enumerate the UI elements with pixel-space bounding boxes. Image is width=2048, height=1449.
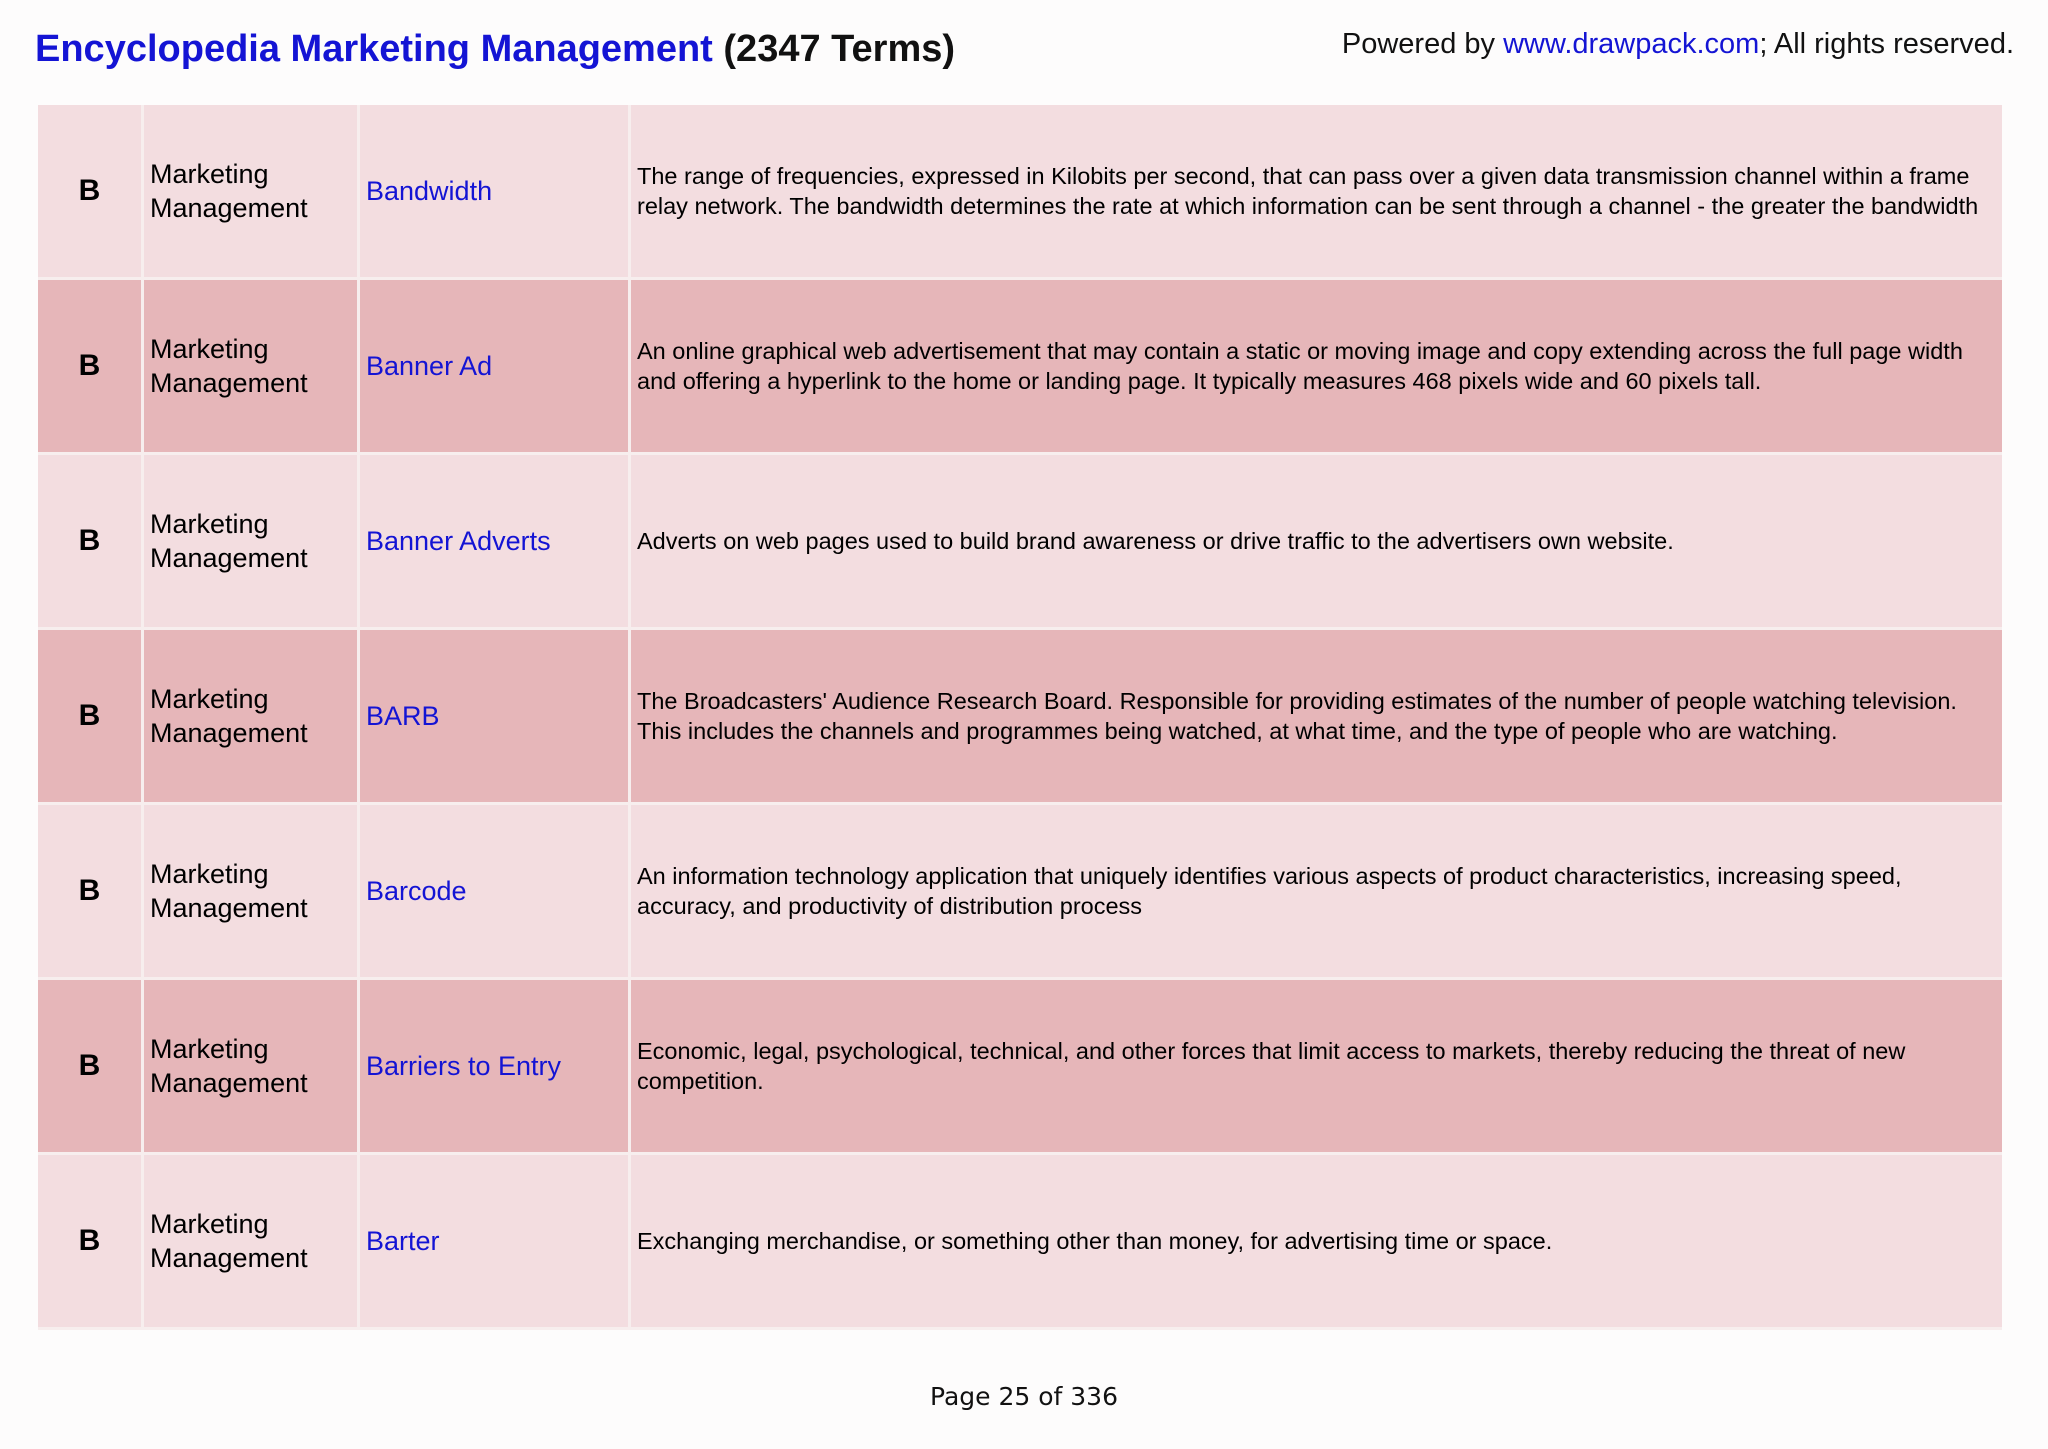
powered-by [1342,28,2014,61]
table-row [38,805,2002,980]
page-title [35,28,955,71]
letter-cell: B [38,1155,144,1327]
term-cell [360,455,631,627]
terms-table [38,105,2002,1330]
category-cell [144,280,360,452]
table-row [38,105,2002,280]
category-label: Marketing Management [150,1209,308,1273]
page-header [0,0,2048,105]
table-row [38,1155,2002,1330]
definition-text: Exchanging merchandise, or something other than money, for advertising time or space. [637,1228,1553,1254]
category-label: Marketing Management [150,859,308,923]
letter-cell: B [38,805,144,977]
term-count: (2347 Terms) [723,28,956,70]
letter-cell: B [38,105,144,277]
term-link[interactable]: Bandwidth [366,176,493,206]
term-cell [360,805,631,977]
term-link[interactable]: BARB [366,701,440,731]
category-cell [144,805,360,977]
term-link[interactable]: Barter [366,1226,440,1256]
table-row [38,980,2002,1155]
category-cell [144,1155,360,1327]
category-label: Marketing Management [150,509,308,573]
category-label: Marketing Management [150,684,308,748]
term-link[interactable]: Banner Adverts [366,526,551,556]
definition-text: Economic, legal, psychological, technical, and other forces that limit access to markets, thereby reducing the threat of new competition. [637,1038,1906,1094]
definition-cell [631,1155,2002,1327]
term-cell [360,280,631,452]
title-main: Encyclopedia Marketing Management [35,28,713,70]
definition-cell [631,455,2002,627]
definition-cell [631,280,2002,452]
powered-suffix: ; All rights reserved. [1759,28,2014,60]
letter-cell: B [38,455,144,627]
table-row [38,455,2002,630]
category-label: Marketing Management [150,159,308,223]
category-label: Marketing Management [150,1034,308,1098]
term-cell [360,630,631,802]
category-cell [144,455,360,627]
drawpack-link[interactable]: www.drawpack.com [1503,28,1760,60]
letter-cell: B [38,980,144,1152]
category-cell [144,630,360,802]
term-link[interactable]: Banner Ad [366,351,493,381]
term-link[interactable]: Barriers to Entry [366,1051,562,1081]
definition-cell [631,105,2002,277]
definition-text: The Broadcasters' Audience Research Board. Responsible for providing estimates of the number of people watching television. This includes the channels and programmes being watched, at what time, and the type of people who are watching. [637,688,1957,744]
term-cell [360,980,631,1152]
definition-cell [631,980,2002,1152]
category-label: Marketing Management [150,334,308,398]
term-cell [360,1155,631,1327]
term-link[interactable]: Barcode [366,876,467,906]
letter-cell: B [38,630,144,802]
definition-text: Adverts on web pages used to build brand awareness or drive traffic to the advertisers own website. [637,528,1674,554]
definition-text: The range of frequencies, expressed in Kilobits per second, that can pass over a given data transmission channel within a frame relay network. The bandwidth determines the rate at which information can be sent through a channel - the greater the bandwidth [637,163,1979,219]
table-row [38,280,2002,455]
term-cell [360,105,631,277]
definition-cell [631,805,2002,977]
letter-cell: B [38,280,144,452]
page-number: Page 25 of 336 [930,1382,1118,1411]
definition-text: An information technology application that uniquely identifies various aspects of product characteristics, increasing speed, accuracy, and productivity of distribution process [637,863,1902,919]
category-cell [144,980,360,1152]
category-cell [144,105,360,277]
powered-prefix: Powered by [1341,28,1496,60]
table-row [38,630,2002,805]
definition-text: An online graphical web advertisement that may contain a static or moving image and copy extending across the full page width and offering a hyperlink to the home or landing page. It typically measures 468 pixels wide and 60 pixels tall. [637,338,1963,394]
definition-cell [631,630,2002,802]
